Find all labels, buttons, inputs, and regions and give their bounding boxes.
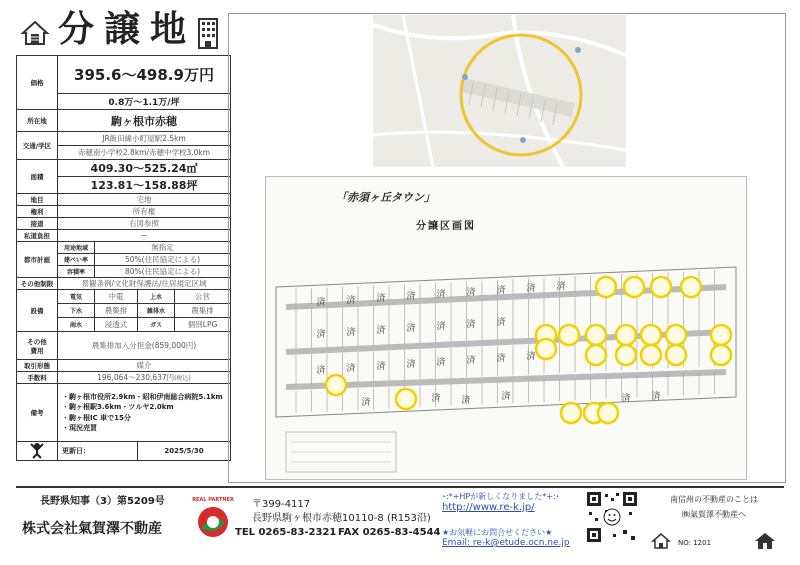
fee-label: 手数料 bbox=[17, 372, 58, 384]
sold-lot-mark: 済 bbox=[376, 294, 386, 304]
property-info-table bbox=[16, 55, 231, 461]
fax-number: FAX 0265-83-4544 bbox=[338, 527, 441, 538]
area-label: 面積 bbox=[17, 160, 58, 194]
slogan-line-1: 南信州の不動産のことは bbox=[670, 495, 758, 504]
sewer-value: 農集排 bbox=[95, 304, 138, 318]
sold-lot-mark: 済 bbox=[316, 298, 326, 308]
page-title: 分譲地 bbox=[58, 9, 197, 50]
qr-code-icon[interactable] bbox=[585, 490, 639, 544]
phone-number: TEL 0265-83-2321 bbox=[235, 527, 337, 538]
company-name: 株式会社氣賀澤不動産 bbox=[22, 521, 162, 537]
remarks-list bbox=[58, 384, 231, 442]
cheering-person-icon bbox=[27, 442, 47, 458]
sold-lot-mark: 済 bbox=[376, 362, 386, 372]
building-icon bbox=[198, 17, 218, 49]
available-lot-marker bbox=[561, 403, 581, 423]
deal-label: 取引形態 bbox=[17, 360, 58, 372]
remark-item: ・駒ヶ根IC 車で15分 bbox=[62, 413, 131, 422]
updated-value: 2025/5/30 bbox=[138, 442, 231, 461]
available-lot-marker bbox=[326, 375, 346, 395]
available-lot-marker bbox=[396, 389, 416, 409]
sold-lot-mark: 済 bbox=[346, 296, 356, 306]
facility-label: 設備 bbox=[17, 290, 58, 332]
other-cost-label-1: その他 bbox=[27, 337, 47, 346]
available-lot-marker bbox=[536, 339, 556, 359]
home-filled-icon bbox=[754, 532, 776, 550]
location-map[interactable] bbox=[373, 15, 626, 167]
misc-water-value: 農集排 bbox=[175, 304, 231, 318]
water-value: 公営 bbox=[175, 290, 231, 304]
available-lot-marker bbox=[586, 345, 606, 365]
transport-line-2: 赤穂南小学校2.8km/赤穂中学校3.0km bbox=[58, 146, 231, 160]
transport-label: 交通/学区 bbox=[17, 132, 58, 160]
available-lot-marker bbox=[616, 345, 636, 365]
sewer-label: 下水 bbox=[58, 304, 95, 318]
rights-value: 所有権 bbox=[58, 206, 231, 218]
plan-subtitle: 分譲区画図 bbox=[416, 221, 476, 232]
sold-lot-mark: 済 bbox=[406, 360, 416, 370]
sold-lot-mark: 済 bbox=[556, 282, 566, 292]
sold-lot-mark: 済 bbox=[436, 290, 446, 300]
other-cost-label bbox=[17, 332, 58, 360]
sold-lot-mark: 済 bbox=[346, 328, 356, 338]
sold-lot-mark: 済 bbox=[436, 322, 446, 332]
other-cost-value: 農集排加入分担金(859,000円) bbox=[58, 332, 231, 360]
license-number: 長野県知事（3）第5209号 bbox=[40, 496, 165, 507]
water-label: 上水 bbox=[138, 290, 175, 304]
gas-label: ガス bbox=[138, 318, 175, 332]
area-sqm: 409.30〜525.24㎡ bbox=[58, 160, 231, 177]
updated-label: 更新日： bbox=[58, 442, 138, 461]
contact-notice: ★お気軽にお問合せください★ bbox=[442, 528, 553, 537]
land-label: 地目 bbox=[17, 194, 58, 206]
location-value: 駒ヶ根市赤穂 bbox=[58, 110, 231, 132]
available-lot-marker bbox=[624, 277, 644, 297]
sold-lot-mark: 済 bbox=[406, 292, 416, 302]
sold-lot-mark: 済 bbox=[466, 356, 476, 366]
coverage-value: 50%(住民協定による) bbox=[95, 254, 231, 266]
available-lot-marker bbox=[616, 325, 636, 345]
home-outline-icon bbox=[652, 533, 670, 549]
sold-lot-mark: 済 bbox=[496, 354, 506, 364]
price-per-tsubo: 0.8万〜1.1万/坪 bbox=[58, 94, 231, 110]
subdivision-plan[interactable] bbox=[265, 176, 747, 480]
sold-lot-mark: 済 bbox=[376, 326, 386, 336]
private-road-value: − bbox=[58, 230, 231, 242]
available-lot-marker bbox=[666, 345, 686, 365]
sold-lot-mark: 済 bbox=[621, 394, 631, 404]
location-label: 所在地 bbox=[17, 110, 58, 132]
available-lot-marker bbox=[666, 325, 686, 345]
available-lot-marker bbox=[651, 277, 671, 297]
sold-lot-mark: 済 bbox=[431, 394, 441, 404]
available-lot-marker bbox=[559, 325, 579, 345]
other-cost-label-2: 費用 bbox=[30, 346, 44, 355]
rain-label: 雨水 bbox=[58, 318, 95, 332]
company-address: 長野県駒ヶ根市赤穂10110-8 (R153沿) bbox=[252, 513, 431, 524]
sold-lot-mark: 済 bbox=[316, 330, 326, 340]
sold-lot-mark: 済 bbox=[526, 284, 536, 294]
sold-lot-mark: 済 bbox=[496, 286, 506, 296]
postal-code: 〒399-4117 bbox=[252, 499, 311, 510]
sold-lot-mark: 済 bbox=[436, 358, 446, 368]
rights-label: 権利 bbox=[17, 206, 58, 218]
fee-value bbox=[58, 372, 231, 384]
remark-item: ・現況売買 bbox=[62, 424, 97, 432]
available-lot-marker bbox=[641, 345, 661, 365]
sold-lot-mark: 済 bbox=[466, 288, 476, 298]
price-label: 価格 bbox=[17, 56, 58, 110]
available-lot-marker bbox=[681, 277, 701, 297]
website-link[interactable]: http://www.re-k.jp/ bbox=[442, 502, 535, 513]
hp-notice: ･:*+HPが新しくなりました*+:･ bbox=[442, 492, 560, 501]
fee-amount: 196,064〜230,637円 bbox=[97, 373, 175, 382]
far-label: 容積率 bbox=[58, 266, 95, 278]
plan-graphic bbox=[266, 177, 746, 479]
cheer-icon-cell bbox=[17, 442, 58, 461]
other-law-value: 景観条例/文化財保護法/住居規定区域 bbox=[58, 278, 231, 290]
road-label: 接道 bbox=[17, 218, 58, 230]
elec-value: 中電 bbox=[95, 290, 138, 304]
fee-note: (税込) bbox=[174, 375, 191, 382]
misc-water-label: 雑排水 bbox=[138, 304, 175, 318]
private-road-label: 私道負担 bbox=[17, 230, 58, 242]
land-value: 宅地 bbox=[58, 194, 231, 206]
sold-lot-mark: 済 bbox=[651, 392, 661, 402]
elec-label: 電気 bbox=[58, 290, 95, 304]
sold-lot-mark: 済 bbox=[406, 324, 416, 334]
other-law-label: その他制限 bbox=[17, 278, 58, 290]
coverage-label: 建ぺい率 bbox=[58, 254, 95, 266]
email-link[interactable]: Email: re-k@etude.ocn.ne.jp bbox=[442, 538, 570, 548]
sold-lot-mark: 済 bbox=[496, 318, 506, 328]
remark-item: ・駒ヶ根市役所2.9km・昭和伊南総合病院5.1km bbox=[62, 392, 223, 401]
logo-text: REAL PARTNER bbox=[192, 497, 234, 503]
area-tsubo: 123.81〜158.88坪 bbox=[58, 177, 231, 194]
sold-lot-mark: 済 bbox=[501, 392, 511, 402]
map-graphic bbox=[373, 15, 626, 167]
available-lot-marker bbox=[598, 403, 618, 423]
available-lot-marker bbox=[711, 325, 731, 345]
remarks-label: 備考 bbox=[17, 384, 58, 442]
transport-line-1: JR飯田線小町屋駅2.5km bbox=[58, 132, 231, 146]
house-icon bbox=[22, 20, 48, 46]
remark-item: ・駒ヶ根駅3.6km・ツルヤ2.0km bbox=[62, 403, 174, 411]
sold-lot-mark: 済 bbox=[461, 396, 471, 406]
rain-value: 浸透式 bbox=[95, 318, 138, 332]
sold-lot-mark: 済 bbox=[526, 352, 536, 362]
available-lot-marker bbox=[641, 325, 661, 345]
company-logo-icon bbox=[192, 492, 234, 542]
available-lot-marker bbox=[596, 277, 616, 297]
available-lot-marker bbox=[711, 345, 731, 365]
listing-number: NO: 1201 bbox=[678, 539, 712, 547]
road-value: 右図参照 bbox=[58, 218, 231, 230]
sold-lot-mark: 済 bbox=[316, 366, 326, 376]
use-zone-label: 用途地域 bbox=[58, 242, 95, 254]
use-zone-value: 無指定 bbox=[95, 242, 231, 254]
plan-title: 「赤須ヶ丘タウン」 bbox=[336, 191, 435, 204]
sold-lot-mark: 済 bbox=[466, 320, 476, 330]
sold-lot-mark: 済 bbox=[361, 398, 371, 408]
slogan-line-2: ㈱氣賀澤不動産へ bbox=[682, 510, 746, 519]
far-value: 80%(住民協定による) bbox=[95, 266, 231, 278]
sold-lot-mark: 済 bbox=[346, 364, 356, 374]
price-value: 395.6〜498.9万円 bbox=[58, 56, 231, 94]
gas-value: 個別LPG bbox=[175, 318, 231, 332]
available-lot-marker bbox=[586, 325, 606, 345]
city-plan-label: 都市計画 bbox=[17, 242, 58, 278]
footer-divider bbox=[16, 486, 784, 488]
deal-value: 媒介 bbox=[58, 360, 231, 372]
